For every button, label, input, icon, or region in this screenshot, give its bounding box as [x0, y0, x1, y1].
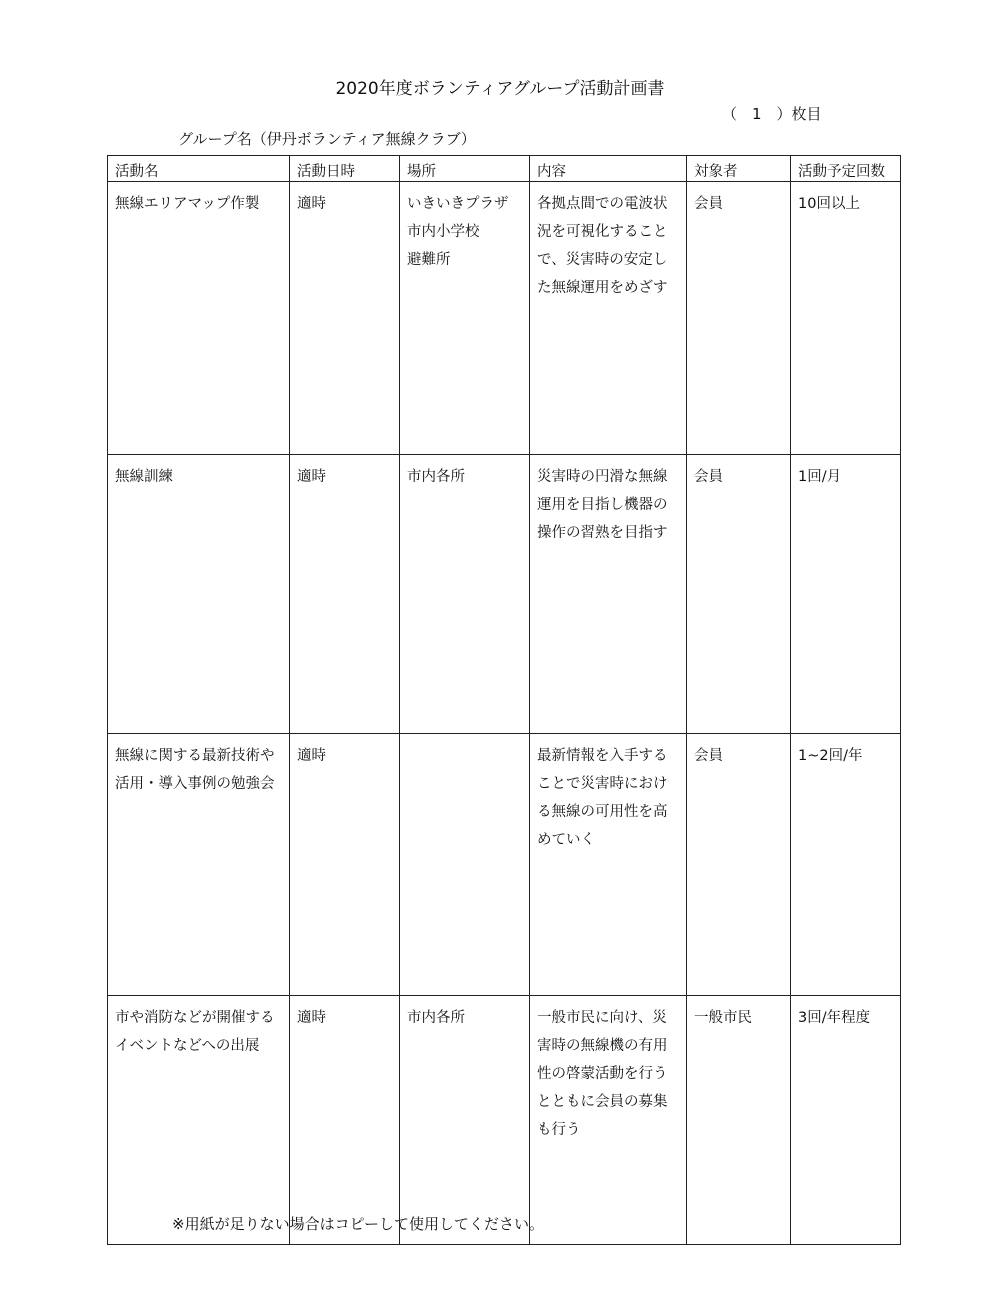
cell-frequency: 10回以上 — [791, 182, 901, 455]
cell-frequency: 1~2回/年 — [791, 734, 901, 996]
cell-activity: 市や消防などが開催するイベントなどへの出展 — [108, 996, 290, 1245]
cell-frequency: 1回/月 — [791, 455, 901, 734]
table-row — [108, 455, 901, 734]
cell-place: 市内各所 — [400, 996, 530, 1245]
header-schedule: 活動日時 — [290, 156, 400, 182]
table-row — [108, 734, 901, 996]
cell-content: 一般市民に向け、災害時の無線機の有用性の啓蒙活動を行うとともに会員の募集も行う — [530, 996, 687, 1245]
sheet-count: （ 1 ）枚目 — [722, 105, 822, 123]
cell-content: 最新情報を入手することで災害時における無線の可用性を高めていく — [530, 734, 687, 996]
header-activity: 活動名 — [108, 156, 290, 182]
table-row — [108, 182, 901, 455]
cell-schedule: 適時 — [290, 182, 400, 455]
cell-place: 市内各所 — [400, 455, 530, 734]
cell-schedule: 適時 — [290, 734, 400, 996]
cell-place: いきいきプラザ 市内小学校 避難所 — [400, 182, 530, 455]
cell-target: 会員 — [687, 455, 791, 734]
group-name: グループ名（伊丹ボランティア無線クラブ） — [178, 130, 476, 148]
cell-target: 会員 — [687, 182, 791, 455]
header-place: 場所 — [400, 156, 530, 182]
header-content: 内容 — [530, 156, 687, 182]
header-target: 対象者 — [687, 156, 791, 182]
table-row — [108, 996, 901, 1245]
cell-target: 会員 — [687, 734, 791, 996]
cell-frequency: 3回/年程度 — [791, 996, 901, 1245]
cell-activity: 無線に関する最新技術や活用・導入事例の勉強会 — [108, 734, 290, 996]
document-title: 2020年度ボランティアグループ活動計画書 — [335, 79, 665, 99]
activity-plan-table — [107, 155, 901, 1245]
cell-target: 一般市民 — [687, 996, 791, 1245]
footnote: ※用紙が足りない場合はコピーして使用してください。 — [172, 1215, 544, 1233]
cell-activity: 無線エリアマップ作製 — [108, 182, 290, 455]
cell-schedule: 適時 — [290, 455, 400, 734]
cell-schedule: 適時 — [290, 996, 400, 1245]
cell-content: 各拠点間での電波状況を可視化することで、災害時の安定した無線運用をめざす — [530, 182, 687, 455]
cell-content: 災害時の円滑な無線運用を目指し機器の操作の習熟を目指す — [530, 455, 687, 734]
cell-activity: 無線訓練 — [108, 455, 290, 734]
header-frequency: 活動予定回数 — [791, 156, 901, 182]
cell-place — [400, 734, 530, 996]
table-header-row — [108, 156, 901, 182]
